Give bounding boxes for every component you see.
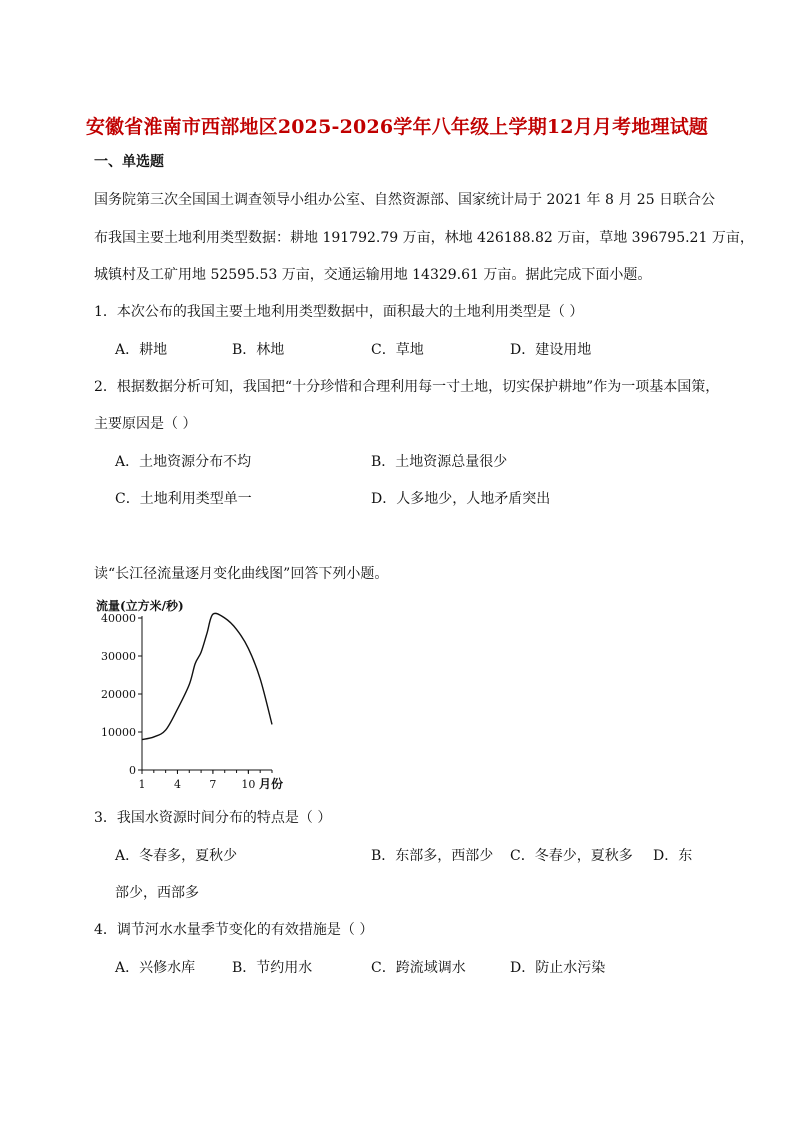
- q1-option-b: B．林地: [232, 342, 285, 358]
- x-tick-label: 4: [173, 778, 181, 791]
- q2-stem-line-2: 主要原因是（ ）: [94, 416, 197, 432]
- passage1-line-1: 国务院第三次全国国土调查领导小组办公室、自然资源部、国家统计局于 2021 年 8 月 25 日联合公: [94, 192, 716, 208]
- q4-option-c: C．跨流域调水: [371, 960, 466, 976]
- chart-series-group: [142, 613, 272, 739]
- y-tick-label: 30000: [101, 650, 136, 663]
- q3-option-a: A．冬春多，夏秋少: [115, 848, 238, 864]
- page-title: 安徽省淮南市西部地区2025-2026学年八年级上学期12月月考地理试题: [85, 116, 709, 138]
- x-tick-label: 1: [138, 778, 146, 791]
- chart-xlabel: 月份: [259, 777, 284, 791]
- q2-option-c: C．土地利用类型单一: [115, 491, 252, 507]
- q4-option-d: D．防止水污染: [510, 960, 606, 976]
- y-tick-label: 20000: [101, 688, 136, 701]
- q3-option-c: C．冬春少，夏秋多: [510, 848, 633, 864]
- runoff-line-chart: [94, 594, 304, 794]
- chart-ylabel: 流量(立方米/秒): [96, 599, 184, 613]
- passage1-line-2: 布我国主要土地利用类型数据：耕地 191792.79 万亩，林地 426188.82 万亩，草地 396795.21 万亩，: [94, 230, 754, 246]
- q4-option-b: B．节约用水: [232, 960, 313, 976]
- x-tick-label: 7: [209, 778, 217, 791]
- y-tick-label: 10000: [101, 726, 136, 739]
- chart-axes: [101, 612, 272, 791]
- passage2: 读“长江径流量逐月变化曲线图”回答下列小题。: [94, 566, 389, 582]
- passage1-line-3: 城镇村及工矿用地 52595.53 万亩，交通运输用地 14329.61 万亩。据此完成下面小题。: [94, 267, 652, 283]
- y-tick-label: 0: [129, 764, 136, 777]
- q3-option-b: B．东部多，西部少: [371, 848, 494, 864]
- q3-option-d: D．东: [653, 848, 693, 864]
- y-tick-label: 40000: [101, 612, 136, 625]
- q2-stem-line-1: 2．根据数据分析可知，我国把“十分珍惜和合理利用每一寸土地，切实保护耕地”作为一项基本国策，: [94, 379, 720, 395]
- q1-option-d: D．建设用地: [510, 342, 592, 358]
- q1-option-a: A．耕地: [115, 342, 168, 358]
- q2-option-d: D．人多地少，人地矛盾突出: [371, 491, 551, 507]
- q4-stem: 4．调节河水水量季节变化的有效措施是（ ）: [94, 922, 374, 938]
- q1-option-c: C．草地: [371, 342, 424, 358]
- q3-stem: 3．我国水资源时间分布的特点是（ ）: [94, 810, 332, 826]
- x-tick-label: 10: [241, 778, 256, 791]
- q3-option-d-wrap: 部少，西部多: [115, 885, 199, 901]
- q2-option-a: A．土地资源分布不均: [115, 454, 252, 470]
- series-line-0: [142, 613, 272, 739]
- q2-option-b: B．土地资源总量很少: [371, 454, 508, 470]
- section-heading: 一、单选题: [94, 154, 164, 170]
- q4-option-a: A．兴修水库: [115, 960, 196, 976]
- q1-stem: 1．本次公布的我国主要土地利用类型数据中，面积最大的土地利用类型是（ ）: [94, 304, 584, 320]
